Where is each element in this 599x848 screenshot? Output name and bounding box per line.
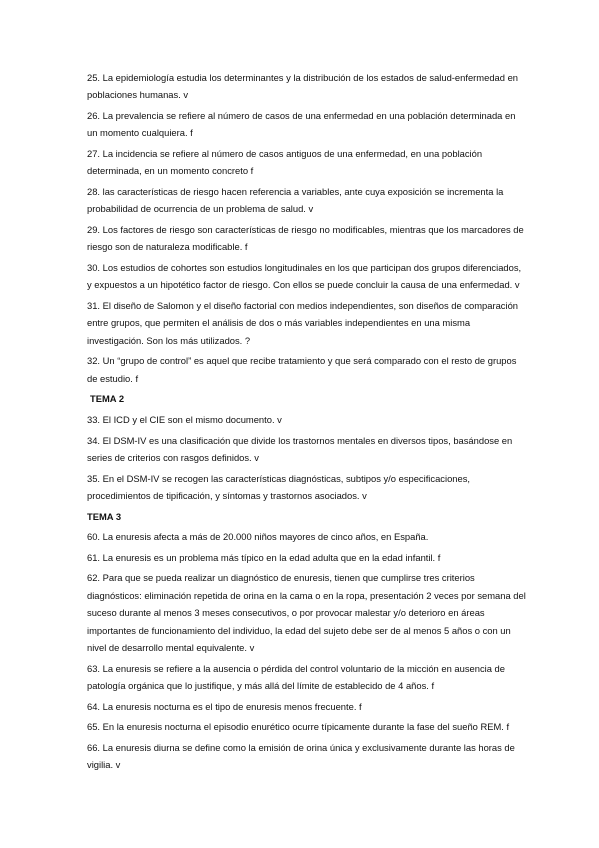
question-28: 28. las características de riesgo hacen referencia a variables, ante cuya exposición se incrementa la probabilidad de ocurrencia de un problema de salud. v: [87, 186, 504, 215]
question-34: 34. El DSM-IV es una clasificación que divide los trastornos mentales en diversos tipos, basándose en series de criterios con rasgos definidos. v: [87, 434, 513, 463]
question-63: 63. La enuresis se refiere a la ausencia o pérdida del control voluntario de la micción en ausencia de patología orgánica que lo justifique, y más allá del límite de establecido de 4 años. f: [87, 662, 505, 691]
question-26: 26. La prevalencia se refiere al número de casos de una enfermedad en una población determinada en un momento cualquiera. f: [87, 110, 516, 139]
question-32: 32. Un “grupo de control” es aquel que recibe tratamiento y que será comparado con el resto de grupos de estudio. f: [87, 355, 517, 384]
question-29: 29. Los factores de riesgo son características de riesgo no modificables, mientras que los marcadores de riesgo son de naturaleza modificable. f: [87, 224, 524, 253]
question-33: 33. El ICD y el CIE son el mismo documento. v: [87, 414, 282, 425]
question-65: 65. En la enuresis nocturna el episodio enurético ocurre típicamente durante la fase del sueño REM. f: [87, 721, 510, 733]
document-content: [87, 69, 527, 777]
question-66: 66. La enuresis diurna se define como la emisión de orina única y exclusivamente durante las horas de vigilia. v: [87, 741, 515, 771]
question-60: 60. La enuresis afecta a más de 20.000 niños mayores de cinco años, en España.: [87, 531, 429, 543]
question-25: 25. La epidemiología estudia los determinantes y la distribución de los estados de salud-enfermedad en poblaciones humanas. v: [87, 72, 518, 101]
question-64: 64. La enuresis nocturna es el tipo de enuresis menos frecuente. f: [87, 700, 362, 712]
question-35: 35. En el DSM-IV se recogen las características diagnósticas, subtipos y/o especificaciones, procedimientos de tipificación, y síntomas y trastornos asociados. v: [87, 472, 470, 501]
question-62: 62. Para que se pueda realizar un diagnóstico de enuresis, tienen que cumplirse tres criterios diagnósticos: eliminación repetida de orina en la cama o en la ropa, presentación 2 veces por semana del suceso durante al menos 3 meses consecutivos, o por provocar malestar y/o deterioro en áreas importantes de funcionamiento del individuo, la edad del sujeto debe ser de al menos 5 años o con un nivel de desarrollo mental equivalente. v: [87, 572, 526, 653]
question-61: 61. La enuresis es un problema más típico en la edad adulta que en la edad infantil. f: [87, 551, 441, 563]
section-heading-tema-3: TEMA 3: [87, 510, 122, 522]
section-heading-tema-2: TEMA 2: [90, 393, 125, 405]
question-31: 31. El diseño de Salomon y el diseño factorial con medios independientes, son diseños de comparación entre grupos, que permiten el análisis de dos o más variables independientes en una misma investigación. Son los más utilizados. ?: [87, 300, 518, 346]
question-27: 27. La incidencia se refiere al número de casos antiguos de una enfermedad, en una población determinada, en un momento concreto f: [87, 148, 483, 177]
question-30: 30. Los estudios de cohortes son estudios longitudinales en los que participan dos grupos diferenciados, y expuestos a un hipotético factor de riesgo. Con ellos se puede concluir la causa de una enfermedad. v: [87, 262, 522, 291]
